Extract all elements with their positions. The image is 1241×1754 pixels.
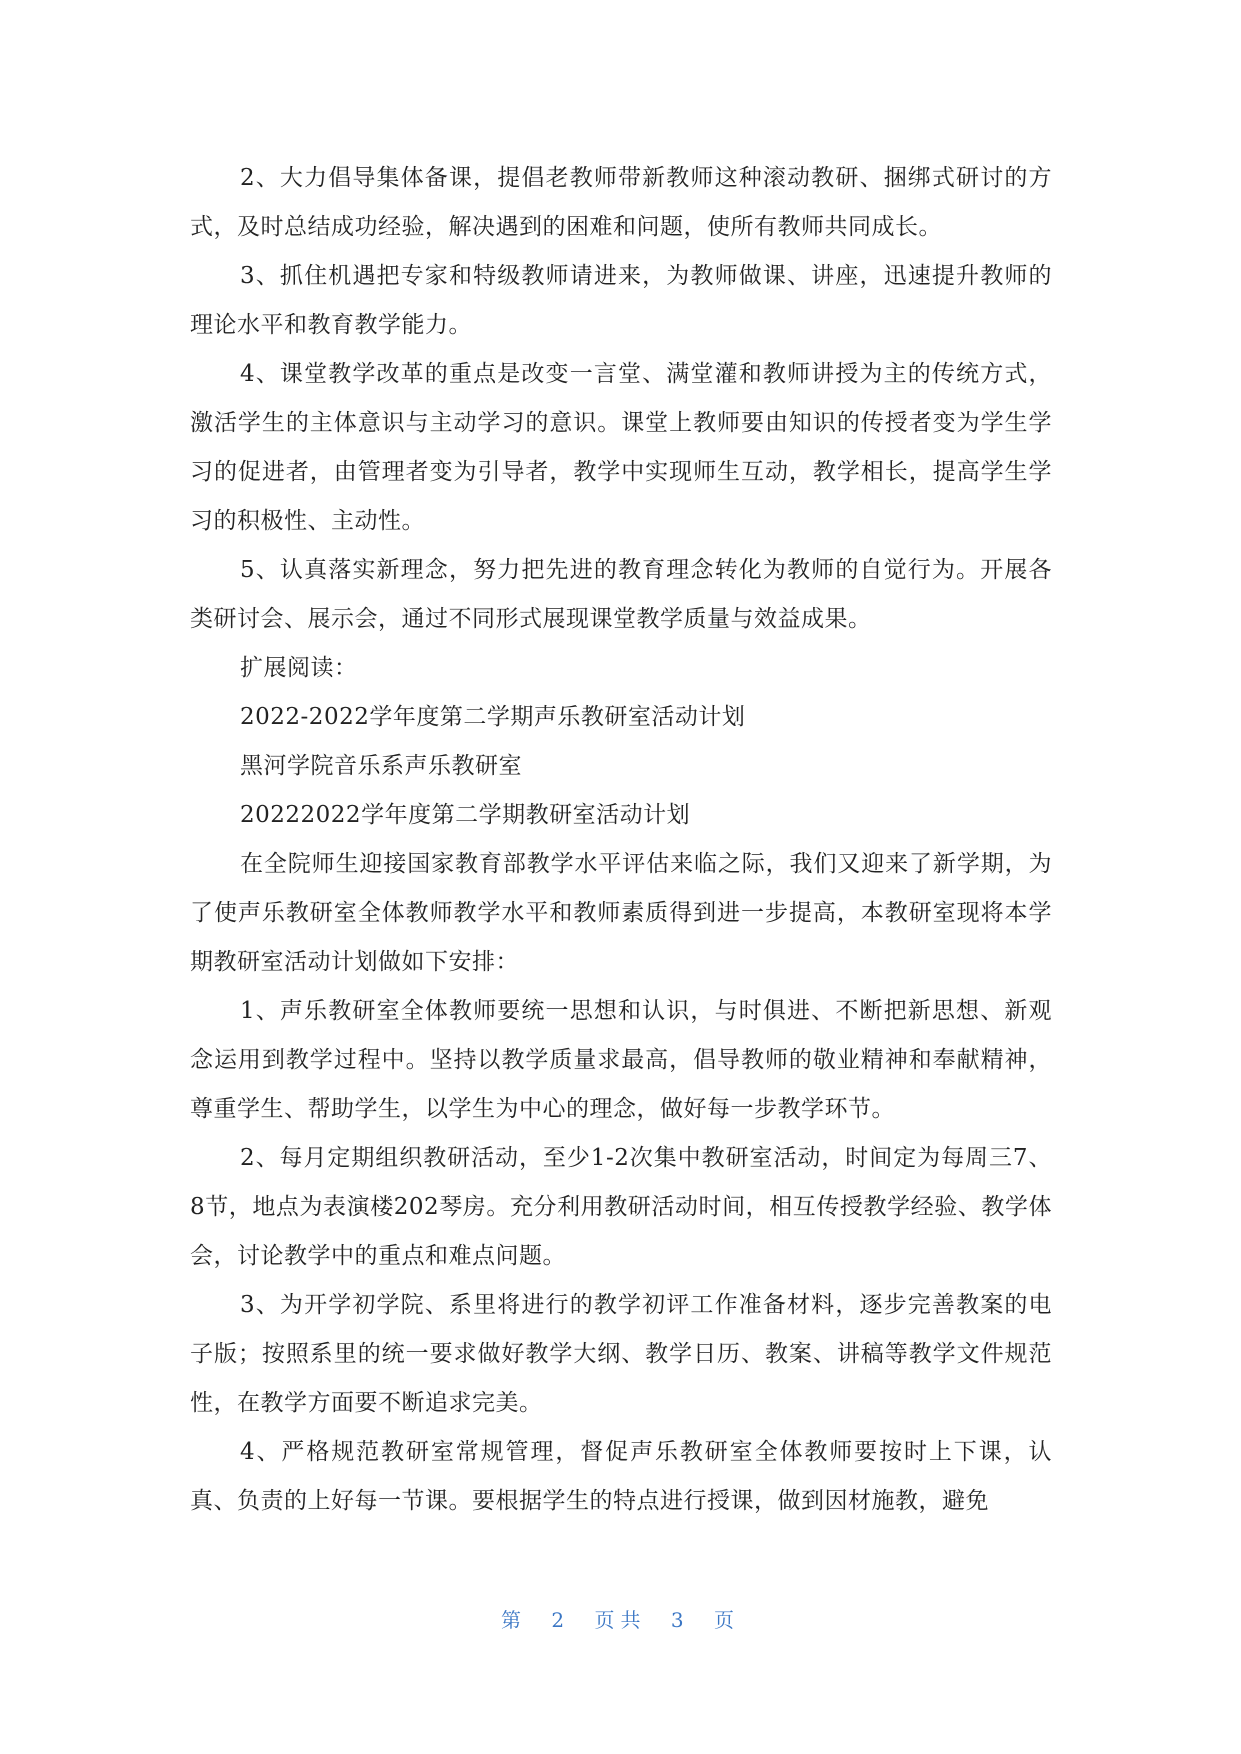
paragraph: 3、为开学初学院、系里将进行的教学初评工作准备材料，逐步完善教案的电子版；按照系里的统一要求做好教学大纲、教学日历、教案、讲稿等教学文件规范性，在教学方面要不断追求完美。	[190, 1292, 1052, 1416]
paragraph: 1、声乐教研室全体教师要统一思想和认识，与时俱进、不断把新思想、新观念运用到教学过程中。坚持以教学质量求最高，倡导教师的敬业精神和奉献精神，尊重学生、帮助学生，以学生为中心的理念，做好每一步教学环节。	[190, 998, 1052, 1122]
paragraph: 5、认真落实新理念，努力把先进的教育理念转化为教师的自觉行为。开展各类研讨会、展示会，通过不同形式展现课堂教学质量与效益成果。	[190, 557, 1052, 632]
footer-prefix: 第	[501, 1608, 528, 1632]
paragraph: 2、大力倡导集体备课，提倡老教师带新教师这种滚动教研、捆绑式研讨的方式，及时总结成功经验，解决遇到的困难和问题，使所有教师共同成长。	[190, 165, 1052, 240]
footer-suffix: 页	[713, 1608, 740, 1632]
paragraph: 在全院师生迎接国家教育部教学水平评估来临之际，我们又迎来了新学期，为了使声乐教研室全体教师教学水平和教师素质得到进一步提高，本教研室现将本学期教研室活动计划做如下安排：	[190, 851, 1052, 975]
paragraph: 3、抓住机遇把专家和特级教师请进来，为教师做课、讲座，迅速提升教师的理论水平和教育教学能力。	[190, 263, 1052, 338]
paragraph: 4、课堂教学改革的重点是改变一言堂、满堂灌和教师讲授为主的传统方式，激活学生的主体意识与主动学习的意识。课堂上教师要由知识的传授者变为学生学习的促进者，由管理者变为引导者，教学中实现师生互动，教学相长，提高学生学习的积极性、主动性。	[190, 361, 1052, 534]
extended-reading-label: 扩展阅读：	[240, 655, 358, 681]
page-footer	[0, 1604, 1241, 1633]
paragraph: 4、严格规范教研室常规管理，督促声乐教研室全体教师要按时上下课，认真、负责的上好每一节课。要根据学生的特点进行授课，做到因材施教，避免	[190, 1439, 1052, 1514]
department-name: 黑河学院音乐系声乐教研室	[240, 753, 522, 779]
current-page-number: 2	[551, 1608, 571, 1632]
plan-title: 2022-2022学年度第二学期声乐教研室活动计划	[240, 704, 746, 730]
total-pages-number: 3	[670, 1608, 690, 1632]
footer-middle: 页共	[594, 1608, 647, 1632]
plan-subtitle: 20222022学年度第二学期教研室活动计划	[240, 802, 691, 828]
paragraph: 2、每月定期组织教研活动，至少1-2次集中教研室活动，时间定为每周三7、8节，地点为表演楼202琴房。充分利用教研活动时间，相互传授教学经验、教学体会，讨论教学中的重点和难点问题。	[190, 1145, 1052, 1269]
document-body	[190, 154, 1052, 1526]
